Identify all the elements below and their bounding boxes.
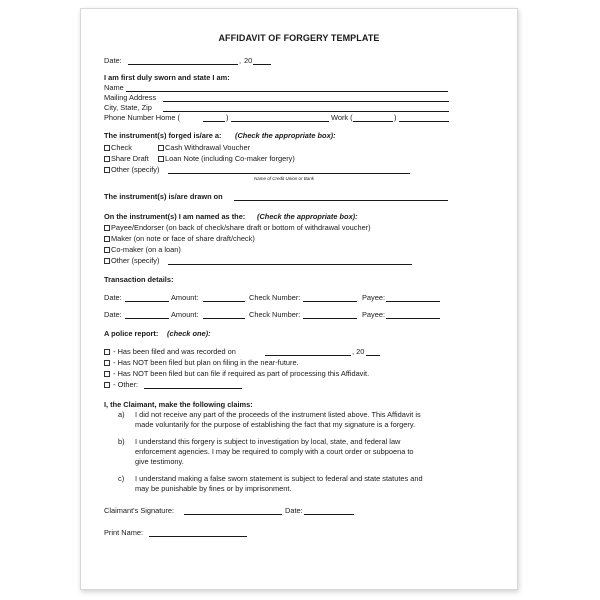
police-option-filed-label: - Has been filed and was recorded on [113,347,236,356]
checkbox-icon[interactable] [104,236,110,242]
phone-home-field[interactable] [231,121,329,122]
police-option-other[interactable] [104,380,138,389]
transaction-heading: Transaction details: [104,275,174,284]
year-field[interactable] [253,64,271,65]
option-share-draft[interactable] [104,154,149,163]
checkbox-icon[interactable] [104,258,110,264]
transaction-date-field[interactable] [125,318,169,319]
police-option-planned[interactable] [104,358,299,367]
option-loan-note-label: Loan Note (including Co-maker forgery) [165,154,295,163]
claim-text-line: give testimony. [135,457,184,466]
police-option-can-file-label: - Has NOT been filed but can file if required as part of processing this Affidavit. [113,369,370,378]
claim-marker: a) [118,410,125,419]
instrument-other-field[interactable] [168,173,410,174]
transaction-amount-label: Amount: [171,293,199,302]
transaction-payee-field[interactable] [386,301,440,302]
claim-marker: c) [118,474,125,483]
police-option-other-label: - Other: [113,380,139,389]
transaction-payee-field[interactable] [386,318,440,319]
checkbox-icon[interactable] [104,145,110,151]
transaction-check-number-label: Check Number: [249,310,301,319]
instrument-hint: (Check the appropriate box): [235,131,336,140]
name-label: Name [104,83,124,92]
named-hint: (Check the appropriate box): [257,212,358,221]
affidavit-document-page: AFFIDAVIT OF FORGERY TEMPLATE Date: , 20 I am first duly sworn and state I am: Name Mailing Address City, State, Zip Phone Number Home ( ) Work ( ) The instrument(s) forged is/are a: (Check the appropriate box): Check Cash Withdrawal Voucher Share Draft Loan Note (including Co-maker forgery) Other (specify) Name of Credit Union or Bank The instrument(s) is/are drawn on On the instrument(s) I am named as the: (Check the appropriate box): Payee/Endorser (on back of check/share draft or bottom of withdrawal voucher) Maker (on note or face of share draft/check) Co-maker (on a loan) Other (specify) Transaction details: Date: Amount: Check Number: Payee: Date: Amount: Check Number: Payee: A police report: (check one): - Has been filed and was recorded on , 20 - Has NOT been filed but plan on filing in the near-future. - Has NOT been filed but can file if required as part of processing this Affidavit. - Other: I, the Claimant, make the following claims: a) I did not receive any part of the proceeds of the instrument listed above. This Affidavit is made voluntarily for the purpose of establishing the fact that my signature is a forgery. b) I understand this forgery is subject to investigation by local, state, and federal law enforcement agencies. I may be required to comply with a court order or subpoena to give testimony. c) I understand making a false sworn statement is subject to federal and state statutes and may be punishable by fines or by imprisonment. Claimant's Signature: Date: Print Name: [80,8,518,590]
claim-marker: b) [118,437,125,446]
instrument-heading: The instrument(s) forged is/are a: [104,131,222,140]
sworn-heading: I am first duly sworn and state I am: [104,73,230,82]
transaction-check-number-label: Check Number: [249,293,301,302]
claim-text-line: enforcement agencies. I may be required to comply with a court order or subpoena to [135,447,414,456]
print-name-label: Print Name: [104,528,144,537]
named-option-maker[interactable] [104,234,255,243]
named-option-payee[interactable] [104,223,371,232]
checkbox-icon[interactable] [104,360,110,366]
option-other-label: Other (specify) [111,165,160,174]
work-area-code-field[interactable] [353,121,393,122]
claim-text-line: I understand making a false sworn statement is subject to federal and state statutes and [135,474,423,483]
option-check[interactable] [104,143,132,152]
name-field[interactable] [126,91,448,92]
phone-area-code-field[interactable] [203,121,225,122]
named-option-comaker[interactable] [104,245,181,254]
named-other-field[interactable] [168,264,412,265]
transaction-date-field[interactable] [125,301,169,302]
checkbox-icon[interactable] [158,145,164,151]
named-option-payee-label: Payee/Endorser (on back of check/share draft or bottom of withdrawal voucher) [111,223,371,232]
date-label: Date: [104,56,122,65]
checkbox-icon[interactable] [104,371,110,377]
city-state-zip-field[interactable] [163,111,449,112]
checkbox-icon[interactable] [158,156,164,162]
claim-text-line: may be punishable by fines or by imprisonment. [135,484,292,493]
work-phone-field[interactable] [399,121,449,122]
police-option-can-file[interactable] [104,369,369,378]
named-heading: On the instrument(s) I am named as the: [104,212,246,221]
mailing-address-label: Mailing Address [104,93,157,102]
transaction-check-number-field[interactable] [303,318,357,319]
option-loan-note[interactable] [158,154,295,163]
signature-field[interactable] [184,514,282,515]
phone-home-label: Phone Number Home ( [104,113,180,122]
transaction-date-label: Date: [104,310,122,319]
transaction-payee-label: Payee: [362,293,386,302]
mailing-address-field[interactable] [163,101,449,102]
named-option-other-label: Other (specify) [111,256,160,265]
checkbox-icon[interactable] [104,156,110,162]
work-label: Work ( [331,113,353,122]
credit-union-caption: Name of Credit Union or Bank [254,176,315,181]
police-other-field[interactable] [144,388,242,389]
drawn-on-field[interactable] [234,200,448,201]
print-name-field[interactable] [149,536,247,537]
option-other[interactable] [104,165,159,174]
checkbox-icon[interactable] [104,247,110,253]
named-option-comaker-label: Co-maker (on a loan) [111,245,181,254]
transaction-amount-field[interactable] [203,301,245,302]
police-hint: (check one): [167,329,211,338]
date-field[interactable] [128,64,238,65]
document-title: AFFIDAVIT OF FORGERY TEMPLATE [218,33,380,43]
claims-heading: I, the Claimant, make the following claims: [104,400,253,409]
signature-date-field[interactable] [304,514,354,515]
checkbox-icon[interactable] [104,225,110,231]
signature-label: Claimant's Signature: [104,506,175,515]
claim-text-line: I understand this forgery is subject to investigation by local, state, and federal law [135,437,401,446]
option-share-draft-label: Share Draft [111,154,149,163]
checkbox-icon[interactable] [104,382,110,388]
option-cash-withdrawal[interactable] [158,143,250,152]
transaction-amount-label: Amount: [171,310,199,319]
claim-text-line: made voluntarily for the purpose of establishing the fact that my signature is a forgery. [135,420,416,429]
checkbox-icon[interactable] [104,167,110,173]
year-prefix: 20 [244,56,253,65]
option-check-label: Check [111,143,132,152]
transaction-check-number-field[interactable] [303,301,357,302]
claim-text-line: I did not receive any part of the proceeds of the instrument listed above. This Affidavit is [135,410,421,419]
transaction-payee-label: Payee: [362,310,386,319]
city-state-zip-label: City, State, Zip [104,103,152,112]
signature-date-label: Date: [285,506,303,515]
police-heading: A police report: [104,329,159,338]
named-option-other[interactable] [104,256,159,265]
police-option-planned-label: - Has NOT been filed but plan on filing in the near-future. [113,358,299,367]
police-recorded-date-field[interactable] [265,355,351,356]
named-option-maker-label: Maker (on note or face of share draft/check) [111,234,255,243]
drawn-on-label: The instrument(s) is/are drawn on [104,192,223,201]
option-cash-withdrawal-label: Cash Withdrawal Voucher [165,143,251,152]
transaction-date-label: Date: [104,293,122,302]
police-option-filed[interactable] [104,347,236,356]
checkbox-icon[interactable] [104,349,110,355]
police-filed-year-prefix: , 20 [352,347,365,356]
police-recorded-year-field[interactable] [366,355,380,356]
transaction-amount-field[interactable] [203,318,245,319]
